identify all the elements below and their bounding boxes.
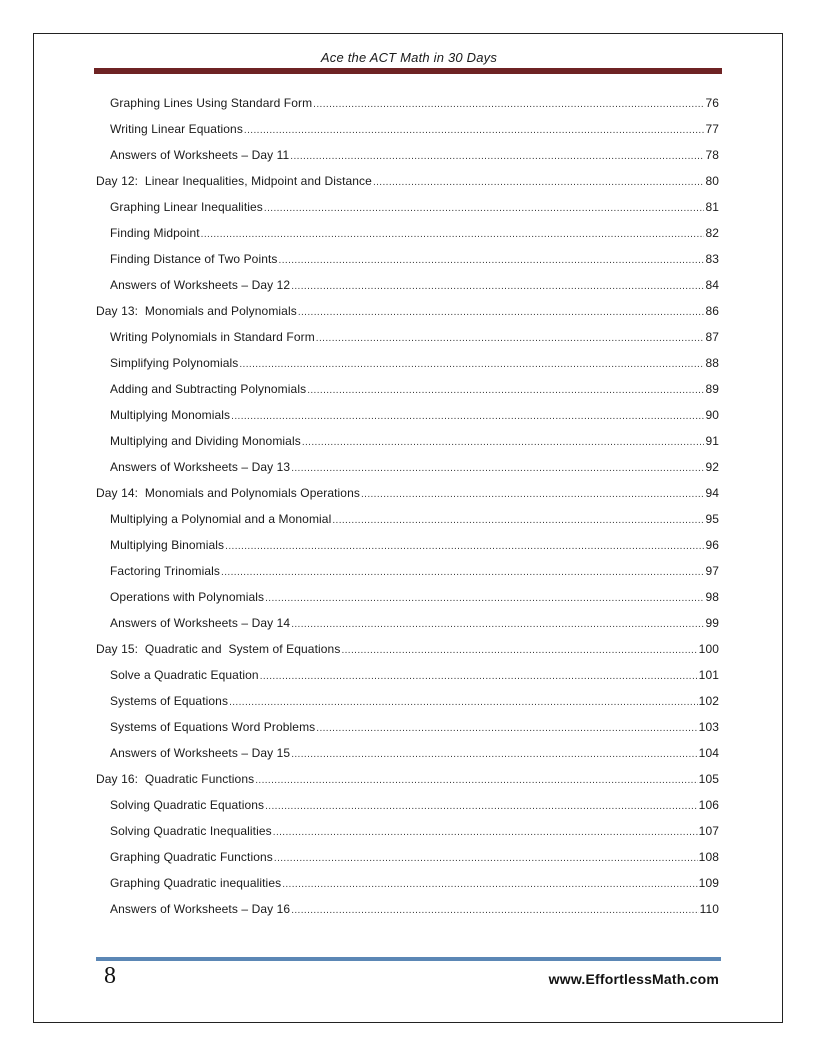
toc-dot-leader: [260, 671, 698, 682]
toc-entry-title: Multiplying a Polynomial and a Monomial: [110, 512, 332, 526]
toc-entry-page: 104: [698, 746, 719, 760]
toc-section-entry[interactable]: [96, 616, 719, 642]
toc-dot-leader: [244, 125, 705, 136]
toc-dot-leader: [255, 775, 697, 786]
toc-entry-title: Day 12: Linear Inequalities, Midpoint and Distance: [96, 174, 372, 188]
toc-dot-leader: [239, 359, 704, 370]
toc-entry-page: 82: [705, 226, 719, 240]
toc-section-entry[interactable]: [96, 148, 719, 174]
toc-chapter-entry[interactable]: [96, 304, 719, 330]
toc-entry-title: Adding and Subtracting Polynomials: [110, 382, 307, 396]
toc-section-entry[interactable]: [96, 96, 719, 122]
header-rule: [94, 68, 722, 74]
toc-entry-title: Factoring Trinomials: [110, 564, 221, 578]
toc-entry-title: Answers of Worksheets – Day 11: [110, 148, 290, 162]
toc-dot-leader: [201, 229, 705, 240]
toc-section-entry[interactable]: [96, 720, 719, 746]
toc-section-entry[interactable]: [96, 382, 719, 408]
toc-section-entry[interactable]: [96, 850, 719, 876]
toc-section-entry[interactable]: [96, 460, 719, 486]
toc-entry-title: Systems of Equations: [110, 694, 229, 708]
toc-entry-page: 98: [705, 590, 719, 604]
toc-entry-page: 96: [705, 538, 719, 552]
toc-entry-page: 92: [705, 460, 719, 474]
toc-dot-leader: [291, 619, 704, 630]
toc-entry-page: 100: [698, 642, 719, 656]
toc-entry-title: Graphing Quadratic inequalities: [110, 876, 282, 890]
toc-section-entry[interactable]: [96, 226, 719, 252]
toc-section-entry[interactable]: [96, 252, 719, 278]
toc-section-entry[interactable]: [96, 512, 719, 538]
toc-chapter-entry[interactable]: [96, 486, 719, 512]
toc-dot-leader: [291, 905, 698, 916]
toc-dot-leader: [273, 827, 698, 838]
toc-section-entry[interactable]: [96, 408, 719, 434]
toc-entry-page: 95: [705, 512, 719, 526]
toc-section-entry[interactable]: [96, 356, 719, 382]
site-url: www.EffortlessMath.com: [548, 971, 719, 987]
toc-section-entry[interactable]: [96, 564, 719, 590]
toc-entry-title: Multiplying and Dividing Monomials: [110, 434, 301, 448]
toc-entry-title: Writing Polynomials in Standard Form: [110, 330, 315, 344]
toc-entry-title: Solving Quadratic Equations: [110, 798, 265, 812]
toc-section-entry[interactable]: [96, 746, 719, 772]
toc-dot-leader: [373, 177, 705, 188]
toc-entry-title: Multiplying Monomials: [110, 408, 231, 422]
toc-dot-leader: [291, 281, 704, 292]
footer-rule: [96, 957, 721, 961]
toc-entry-title: Multiplying Binomials: [110, 538, 225, 552]
toc-entry-page: 90: [705, 408, 719, 422]
toc-entry-title: Simplifying Polynomials: [110, 356, 239, 370]
toc-dot-leader: [265, 801, 698, 812]
toc-entry-page: 84: [705, 278, 719, 292]
toc-section-entry[interactable]: [96, 798, 719, 824]
toc-section-entry[interactable]: [96, 694, 719, 720]
toc-entry-title: Answers of Worksheets – Day 14: [110, 616, 291, 630]
toc-entry-page: 105: [698, 772, 719, 786]
toc-dot-leader: [291, 463, 704, 474]
toc-section-entry[interactable]: [96, 330, 719, 356]
toc-section-entry[interactable]: [96, 122, 719, 148]
toc-entry-page: 97: [705, 564, 719, 578]
toc-entry-page: 106: [698, 798, 719, 812]
toc-dot-leader: [221, 567, 704, 578]
toc-entry-page: 80: [705, 174, 719, 188]
toc-dot-leader: [282, 879, 697, 890]
toc-entry-page: 77: [705, 122, 719, 136]
toc-dot-leader: [274, 853, 698, 864]
toc-entry-page: 91: [705, 434, 719, 448]
toc-entry-title: Day 15: Quadratic and System of Equations: [96, 642, 341, 656]
toc-entry-page: 83: [705, 252, 719, 266]
toc-dot-leader: [332, 515, 704, 526]
toc-dot-leader: [361, 489, 704, 500]
toc-dot-leader: [307, 385, 704, 396]
toc-entry-title: Answers of Worksheets – Day 13: [110, 460, 291, 474]
toc-dot-leader: [313, 99, 704, 110]
toc-entry-page: 102: [698, 694, 719, 708]
toc-entry-title: Systems of Equations Word Problems: [110, 720, 316, 734]
toc-entry-title: Day 16: Quadratic Functions: [96, 772, 255, 786]
toc-chapter-entry[interactable]: [96, 174, 719, 200]
toc-entry-page: 109: [698, 876, 719, 890]
toc-entry-title: Finding Midpoint: [110, 226, 200, 240]
toc-dot-leader: [279, 255, 705, 266]
toc-entry-page: 78: [705, 148, 719, 162]
toc-entry-page: 99: [705, 616, 719, 630]
toc-entry-title: Answers of Worksheets – Day 15: [110, 746, 291, 760]
toc-entry-page: 101: [698, 668, 719, 682]
toc-entry-title: Operations with Polynomials: [110, 590, 265, 604]
toc-section-entry[interactable]: [96, 876, 719, 902]
toc-entry-page: 110: [699, 902, 719, 916]
toc-entry-title: Solving Quadratic Inequalities: [110, 824, 272, 838]
toc-entry-title: Graphing Quadratic Functions: [110, 850, 273, 864]
toc-section-entry[interactable]: [96, 824, 719, 850]
toc-dot-leader: [264, 203, 705, 214]
toc-section-entry[interactable]: [96, 278, 719, 304]
page-number: 8: [104, 963, 116, 989]
toc-entry-title: Graphing Linear Inequalities: [110, 200, 263, 214]
toc-entry-title: Graphing Lines Using Standard Form: [110, 96, 313, 110]
toc-section-entry[interactable]: [96, 902, 719, 928]
toc-entry-page: 107: [698, 824, 719, 838]
toc-entry-page: 103: [698, 720, 719, 734]
toc-dot-leader: [231, 411, 704, 422]
toc-section-entry[interactable]: [96, 434, 719, 460]
toc-section-entry[interactable]: [96, 590, 719, 616]
toc-dot-leader: [341, 645, 697, 656]
toc-dot-leader: [225, 541, 704, 552]
toc-entry-page: 87: [705, 330, 719, 344]
toc-entry-page: 86: [705, 304, 719, 318]
toc-dot-leader: [291, 749, 697, 760]
toc-entry-page: 89: [705, 382, 719, 396]
toc-dot-leader: [316, 333, 705, 344]
toc-entry-title: Finding Distance of Two Points: [110, 252, 278, 266]
toc-dot-leader: [265, 593, 704, 604]
toc-section-entry[interactable]: [96, 538, 719, 564]
toc-section-entry[interactable]: [96, 668, 719, 694]
toc-entry-title: Answers of Worksheets – Day 16: [110, 902, 291, 916]
toc-dot-leader: [316, 723, 697, 734]
toc-entry-page: 94: [705, 486, 719, 500]
toc-entry-page: 108: [698, 850, 719, 864]
toc-section-entry[interactable]: [96, 200, 719, 226]
toc-chapter-entry[interactable]: [96, 772, 719, 798]
toc-entry-page: 76: [705, 96, 719, 110]
toc-dot-leader: [302, 437, 705, 448]
table-of-contents: [96, 96, 719, 928]
toc-entry-title: Writing Linear Equations: [110, 122, 243, 136]
toc-entry-title: Day 14: Monomials and Polynomials Operations: [96, 486, 360, 500]
toc-dot-leader: [290, 151, 704, 162]
toc-entry-page: 88: [705, 356, 719, 370]
toc-dot-leader: [298, 307, 705, 318]
toc-entry-page: 81: [705, 200, 719, 214]
toc-dot-leader: [229, 697, 698, 708]
running-header-title: Ace the ACT Math in 30 Days: [320, 50, 498, 65]
toc-entry-title: Solve a Quadratic Equation: [110, 668, 259, 682]
toc-entry-title: Day 13: Monomials and Polynomials: [96, 304, 297, 318]
toc-chapter-entry[interactable]: [96, 642, 719, 668]
toc-entry-title: Answers of Worksheets – Day 12: [110, 278, 291, 292]
